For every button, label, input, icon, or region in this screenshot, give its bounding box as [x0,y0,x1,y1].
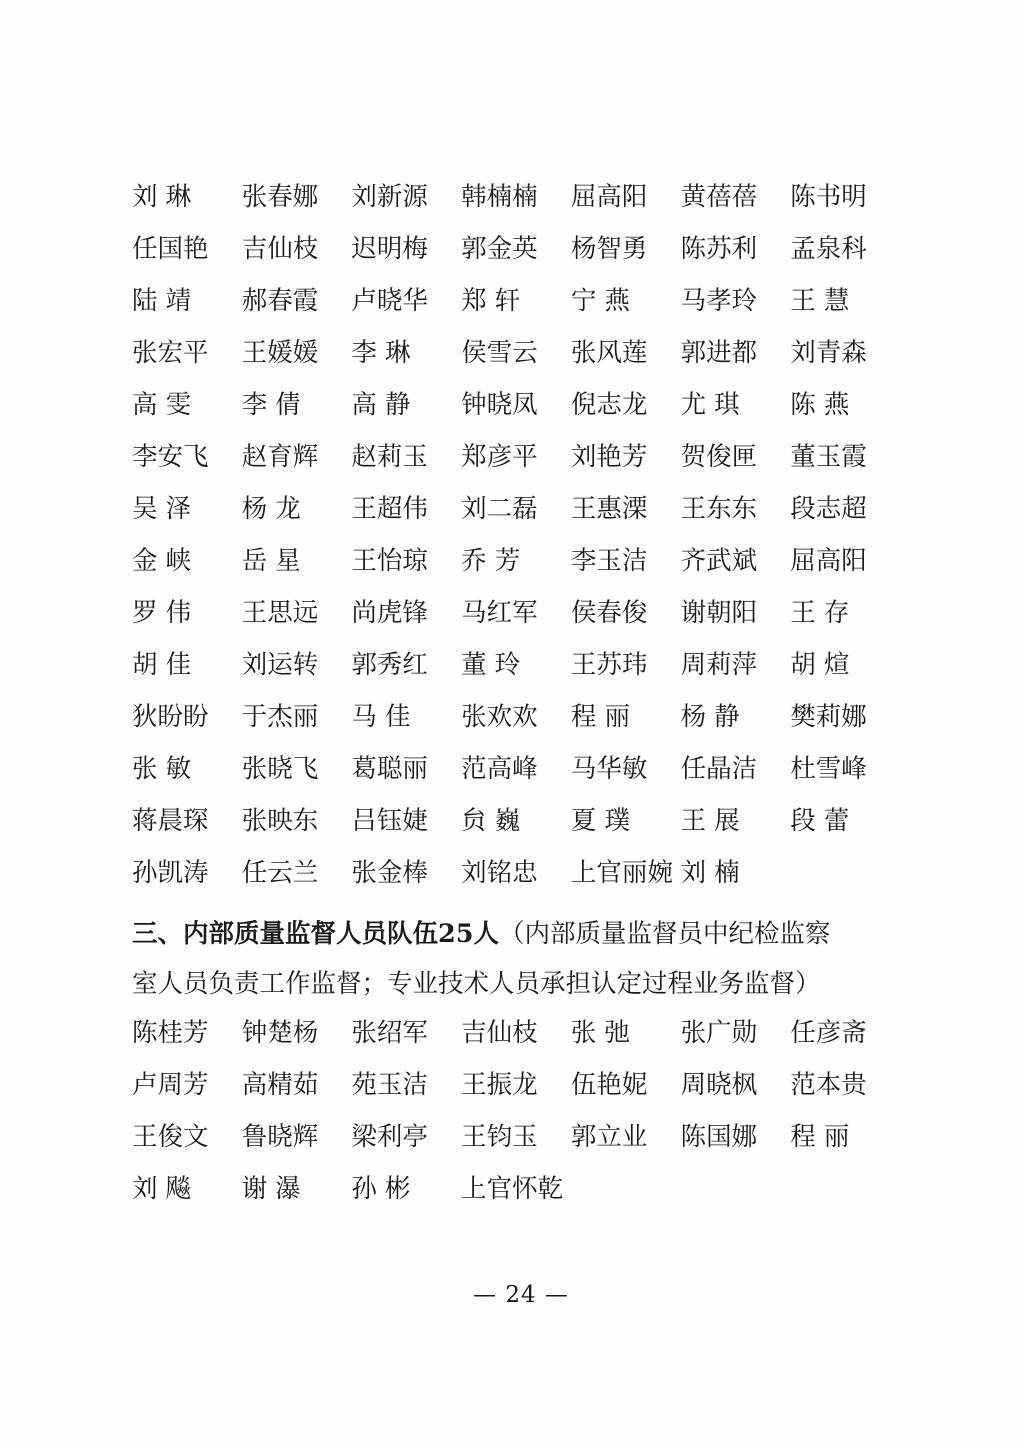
name-cell: 杜雪峰 [790,754,867,784]
name-cell: 马华敏 [570,754,648,784]
name-cell: 卢周芳 [132,1070,209,1100]
name-cell: 钟晓凤 [461,390,538,420]
table-row [132,488,900,530]
name-cell: 迟明梅 [351,234,428,264]
name-cell: 马孝玲 [680,286,758,316]
table-row [132,1168,900,1210]
name-cell: 张绍军 [351,1018,428,1048]
name-cell: 王惠溧 [570,494,648,524]
name-cell: 李 倩 [241,390,301,420]
name-cell: 屈高阳 [570,182,648,212]
name-cell: 赵育辉 [241,442,319,472]
name-cell: 王媛媛 [241,338,319,368]
name-cell: 刘青森 [790,338,867,368]
name-cell: 陈书明 [790,182,867,212]
table-row [132,800,900,842]
name-cell: 任云兰 [241,858,319,888]
name-cell: 张 弛 [570,1018,630,1048]
name-cell: 王 慧 [790,286,850,316]
name-cell: 孟泉科 [790,234,867,264]
name-cell: 张欢欢 [461,702,538,732]
name-cell: 夏 璞 [570,806,630,836]
section-three-heading [132,912,900,956]
name-list-section-three [132,1012,900,1210]
name-cell: 张映东 [241,806,319,836]
name-cell: 郭金英 [461,234,538,264]
table-row [132,1064,900,1106]
name-cell: 吉仙枝 [461,1018,538,1048]
name-cell: 王超伟 [351,494,428,524]
name-cell: 齐武斌 [680,546,758,576]
name-cell: 范高峰 [461,754,538,784]
section-three-heading-bold: 三、内部质量监督人员队伍25人 [132,919,499,949]
name-cell: 李 琳 [351,338,411,368]
name-cell: 郭进都 [680,338,758,368]
name-cell: 陈 燕 [790,390,850,420]
name-cell: 程 丽 [570,702,630,732]
table-row [132,644,900,686]
name-cell: 王 展 [680,806,740,836]
name-cell: 侯雪云 [461,338,538,368]
name-cell: 刘 琳 [132,182,192,212]
name-cell: 上官怀乾 [461,1174,564,1204]
page-content [132,176,900,1220]
name-cell: 乔 芳 [461,546,521,576]
name-cell: 谢 瀑 [241,1174,301,1204]
table-row [132,280,900,322]
table-row [132,1116,900,1158]
section-three-heading-note-line2: 室人员负责工作监督；专业技术人员承担认定过程业务监督） [132,969,821,999]
name-cell: 韩楠楠 [461,182,538,212]
name-cell: 王东东 [680,494,758,524]
name-cell: 鲁晓辉 [241,1122,319,1152]
table-row [132,332,900,374]
name-cell: 高 静 [351,390,411,420]
name-cell: 刘 楠 [680,858,740,888]
name-cell: 周莉萍 [680,650,758,680]
name-cell: 尚虎锋 [351,598,428,628]
name-cell: 段 蕾 [790,806,850,836]
name-cell: 张风莲 [570,338,648,368]
name-cell: 张广勋 [680,1018,758,1048]
name-cell: 孙凯涛 [132,858,209,888]
name-cell: 赵莉玉 [351,442,428,472]
name-cell: 王振龙 [461,1070,538,1100]
name-cell: 刘 飚 [132,1174,192,1204]
name-cell: 杨 龙 [241,494,301,524]
name-cell: 李玉洁 [570,546,648,576]
name-cell: 吴 泽 [132,494,192,524]
name-cell: 马红军 [461,598,538,628]
name-cell: 董玉霞 [790,442,867,472]
name-cell: 樊莉娜 [790,702,867,732]
name-cell: 陈桂芳 [132,1018,209,1048]
name-cell: 金 峡 [132,546,192,576]
section-three-heading-note-open: （内部质量监督员中纪检监察 [499,919,831,949]
table-row [132,540,900,582]
name-cell: 岳 星 [241,546,301,576]
table-row [132,852,900,894]
name-cell: 王 存 [790,598,850,628]
name-cell: 王苏玮 [570,650,648,680]
name-cell: 张春娜 [241,182,319,212]
name-cell: 贠 巍 [461,806,521,836]
name-cell: 上官丽婉 [570,858,673,888]
name-cell: 梁利亭 [351,1122,428,1152]
name-cell: 董 玲 [461,650,521,680]
name-cell: 王俊文 [132,1122,209,1152]
name-cell: 王怡琼 [351,546,428,576]
name-list-section-two [132,176,900,894]
name-cell: 程 丽 [790,1122,850,1152]
name-cell: 钟楚杨 [241,1018,319,1048]
name-cell: 胡 煊 [790,650,850,680]
name-cell: 刘运转 [241,650,319,680]
name-cell: 尤 琪 [680,390,740,420]
table-row [132,384,900,426]
name-cell: 卢晓华 [351,286,428,316]
name-cell: 杨智勇 [570,234,648,264]
table-row [132,592,900,634]
name-cell: 于杰丽 [241,702,319,732]
name-cell: 苑玉洁 [351,1070,428,1100]
name-cell: 罗 伟 [132,598,192,628]
name-cell: 郭秀红 [351,650,428,680]
name-cell: 贺俊匣 [680,442,758,472]
table-row [132,176,900,218]
name-cell: 马 佳 [351,702,411,732]
table-row [132,748,900,790]
name-cell: 郭立业 [570,1122,648,1152]
name-cell: 郝春霞 [241,286,319,316]
name-cell: 孙 彬 [351,1174,411,1204]
name-cell: 高精茹 [241,1070,319,1100]
table-row [132,696,900,738]
name-cell: 任彦斋 [790,1018,867,1048]
name-cell: 葛聪丽 [351,754,428,784]
name-cell: 宁 燕 [570,286,630,316]
name-cell: 黄蓓蓓 [680,182,758,212]
name-cell: 王钧玉 [461,1122,538,1152]
name-cell: 狄盼盼 [132,702,209,732]
name-cell: 郑彦平 [461,442,538,472]
name-cell: 郑 轩 [461,286,521,316]
name-cell: 蒋晨琛 [132,806,209,836]
name-cell: 屈高阳 [790,546,867,576]
name-cell: 刘铭忠 [461,858,538,888]
name-cell: 张晓飞 [241,754,319,784]
name-cell: 陈苏利 [680,234,758,264]
name-cell: 侯春俊 [570,598,648,628]
name-cell: 周晓枫 [680,1070,758,1100]
name-cell: 胡 佳 [132,650,192,680]
name-cell: 刘艳芳 [570,442,648,472]
name-cell: 伍艳妮 [570,1070,648,1100]
name-cell: 刘二磊 [461,494,538,524]
name-cell: 任国艳 [132,234,209,264]
name-cell: 陆 靖 [132,286,192,316]
name-cell: 杨 静 [680,702,740,732]
name-cell: 任晶洁 [680,754,758,784]
name-cell: 陈国娜 [680,1122,758,1152]
name-cell: 李安飞 [132,442,209,472]
name-cell: 高 雯 [132,390,192,420]
name-cell: 吕钰婕 [351,806,428,836]
name-cell: 张宏平 [132,338,209,368]
name-cell: 倪志龙 [570,390,648,420]
name-cell: 吉仙枝 [241,234,319,264]
table-row [132,228,900,270]
name-cell: 王思远 [241,598,319,628]
page-footer [0,1282,1024,1308]
page-number: — 24 — [473,1282,569,1308]
name-cell: 刘新源 [351,182,428,212]
name-cell: 范本贵 [790,1070,867,1100]
name-cell: 谢朝阳 [680,598,758,628]
name-cell: 张金棒 [351,858,428,888]
table-row [132,1012,900,1054]
table-row [132,436,900,478]
name-cell: 段志超 [790,494,867,524]
name-cell: 张 敏 [132,754,192,784]
